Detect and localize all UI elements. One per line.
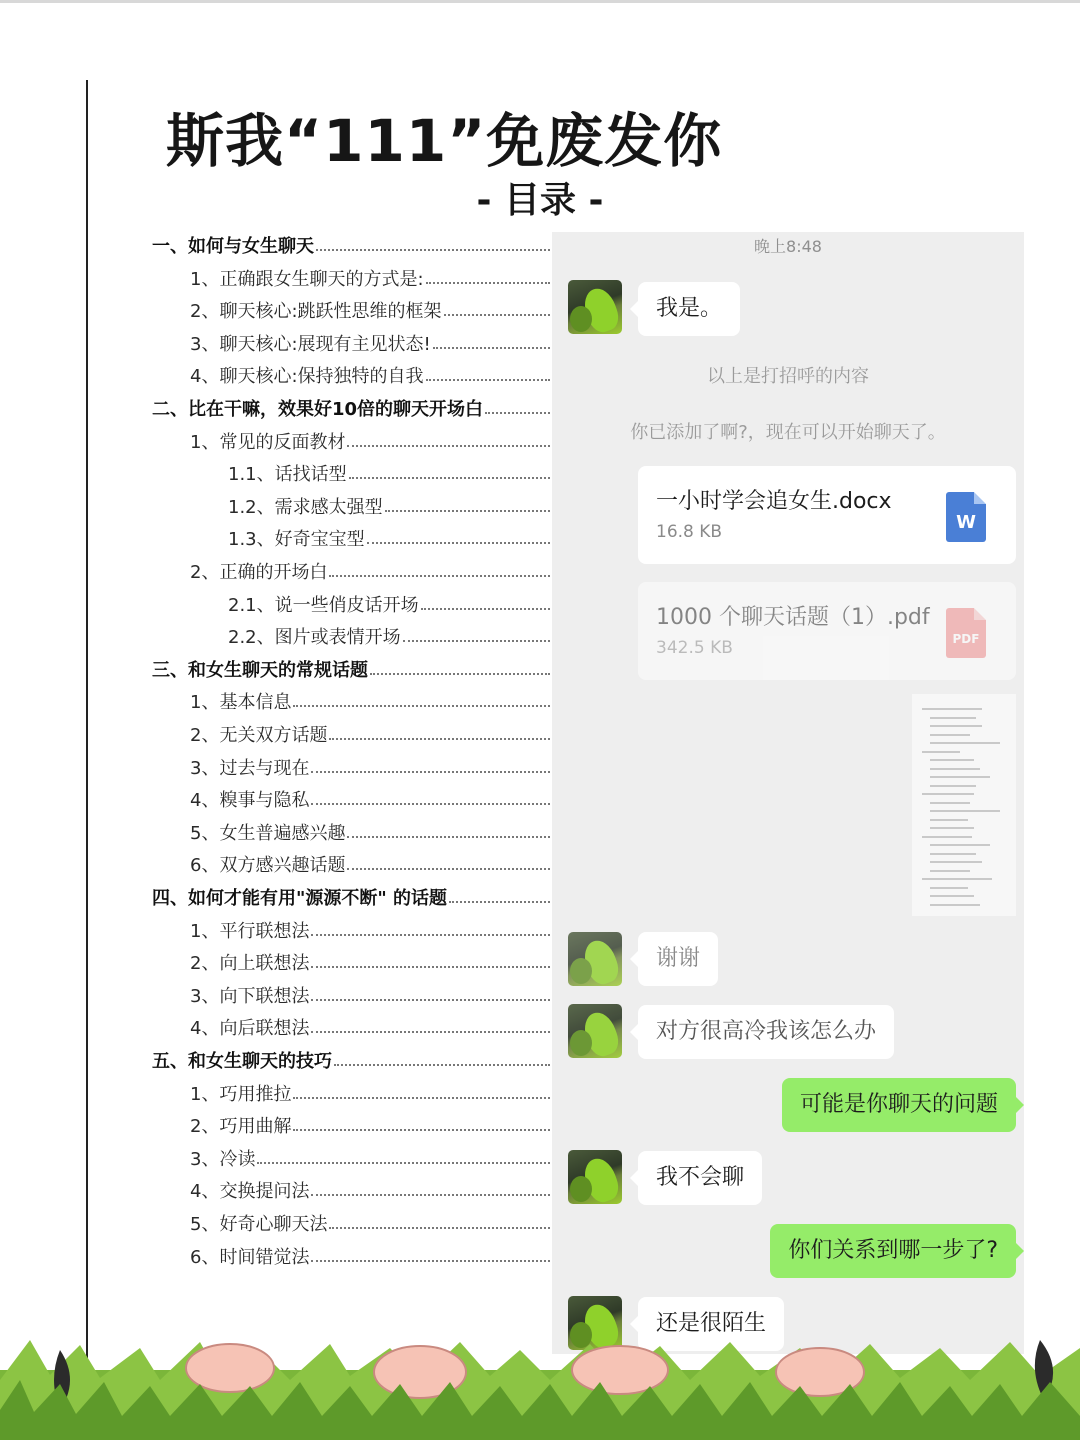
file-size: 342.5 KB [656, 638, 733, 658]
toc-entry-text: 1、常见的反面教材 [190, 431, 346, 453]
toc-entry [190, 1141, 550, 1171]
toc-entry [228, 521, 550, 551]
toc-entry [190, 782, 550, 812]
chat-timestamp: 晚上8:48 [754, 237, 822, 256]
toc-leader-dots [433, 347, 550, 349]
toc-entry-text: 五、和女生聊天的技巧 [152, 1051, 332, 1072]
preview-text-line [930, 802, 970, 804]
preview-text-line [922, 751, 960, 753]
toc-entry-text: 一、如何与女生聊天 [152, 236, 314, 257]
page-headline: 斯我“111”免废发你 [166, 107, 723, 175]
toc-entry [190, 815, 550, 845]
toc-entry [190, 913, 550, 943]
preview-text-line [922, 878, 992, 880]
toc-heading: - 目录 - [476, 180, 604, 221]
word-document-icon: W [946, 492, 986, 542]
toc-leader-dots [311, 771, 550, 773]
preview-text-line [922, 708, 982, 710]
outgoing-message[interactable]: 可能是你聊天的问题 [782, 1078, 1016, 1132]
toc-entry [190, 1076, 550, 1106]
toc-leader-dots [311, 934, 550, 936]
toc-leader-dots [347, 868, 550, 870]
toc-leader-dots [293, 1097, 550, 1099]
file-message-pdf[interactable] [638, 582, 1016, 680]
preview-text-line [930, 870, 970, 872]
toc-entry [190, 1010, 550, 1040]
toc-entry [190, 1239, 550, 1269]
preview-text-line [922, 793, 974, 795]
contact-avatar[interactable] [568, 1004, 622, 1058]
toc-entry-text: 2、无关双方话题 [190, 725, 328, 746]
pdf-document-icon: PDF [946, 608, 986, 658]
toc-entry-text: 1.3、好奇宝宝型 [228, 529, 365, 551]
toc-leader-dots [385, 510, 550, 512]
file-message-docx[interactable] [638, 466, 1016, 564]
preview-text-line [930, 853, 976, 855]
toc-entry-text: 1、平行联想法 [190, 920, 310, 942]
toc-entry-text: 1.1、话找话型 [228, 464, 347, 486]
preview-text-line [930, 734, 970, 736]
toc-leader-dots [311, 999, 550, 1001]
toc-entry-text: 三、和女生聊天的常规话题 [152, 659, 368, 681]
incoming-message[interactable]: 还是很陌生 [638, 1297, 784, 1351]
toc-entry-text: 四、如何才能有用"源源不断" 的话题 [152, 888, 448, 909]
toc-entry-text: 2.1、说一些俏皮话开场 [228, 594, 419, 616]
toc-leader-dots [347, 836, 550, 838]
toc-leader-dots [329, 738, 550, 740]
toc-section [152, 652, 550, 682]
preview-text-line [930, 827, 974, 829]
toc-entry [190, 326, 550, 356]
toc-leader-dots [367, 542, 550, 544]
preview-text-line [930, 819, 968, 821]
table-of-contents [0, 0, 560, 1300]
toc-entry-text: 4、向后联想法 [190, 1018, 310, 1040]
toc-leader-dots [334, 1064, 550, 1066]
toc-entry [228, 619, 550, 649]
toc-leader-dots [316, 249, 550, 251]
toc-leader-dots [347, 445, 550, 447]
preview-text-line [930, 742, 1000, 744]
toc-entry-text: 5、好奇心聊天法 [190, 1214, 328, 1235]
toc-leader-dots [444, 314, 550, 316]
toc-entry-text: 1、基本信息 [190, 692, 292, 714]
toc-leader-dots [485, 412, 550, 414]
toc-leader-dots [311, 803, 550, 805]
preview-text-line [930, 776, 990, 778]
file-name: 1000 个聊天话题（1）.pdf [656, 605, 930, 630]
toc-entry [190, 945, 550, 975]
toc-leader-dots [311, 1031, 550, 1033]
incoming-message[interactable]: 谢谢 [638, 932, 718, 986]
toc-entry [190, 1173, 550, 1203]
toc-entry [190, 293, 550, 323]
toc-entry [190, 978, 550, 1008]
toc-entry [190, 554, 550, 584]
outgoing-message[interactable]: 你们关系到哪一步了? [770, 1224, 1016, 1278]
toc-leader-dots [311, 1194, 550, 1196]
incoming-message[interactable]: 对方很高冷我该怎么办 [638, 1005, 894, 1059]
toc-entry-text: 2、巧用曲解 [190, 1116, 292, 1138]
toc-entry [228, 489, 550, 519]
contact-avatar[interactable] [568, 932, 622, 986]
file-size: 16.8 KB [656, 522, 723, 542]
toc-entry-text: 1、巧用推拉 [190, 1083, 292, 1105]
toc-entry-text: 2、向上联想法 [190, 953, 310, 975]
file-name: 一小时学会追女生.docx [656, 489, 892, 514]
incoming-message[interactable]: 我是。 [638, 282, 740, 336]
toc-leader-dots [329, 1227, 550, 1229]
preview-text-line [930, 785, 976, 787]
toc-section [152, 880, 550, 910]
toc-leader-dots [257, 1162, 550, 1164]
incoming-message[interactable]: 我不会聊 [638, 1151, 762, 1205]
toc-section [152, 391, 550, 421]
toc-section [152, 1043, 550, 1073]
preview-text-line [930, 725, 982, 727]
toc-leader-dots [426, 379, 550, 381]
toc-entry-text: 5、女生普遍感兴趣 [190, 822, 346, 844]
preview-text-line [930, 759, 974, 761]
toc-entry-text: 4、聊天核心:保持独特的自我 [190, 366, 424, 388]
toc-entry [190, 358, 550, 388]
document-preview-image[interactable] [912, 694, 1016, 916]
toc-entry [190, 1206, 550, 1236]
toc-leader-dots [329, 575, 550, 577]
preview-text-line [930, 768, 980, 770]
toc-entry-text: 4、糗事与隐私 [190, 790, 310, 812]
toc-entry-text: 2、聊天核心:跳跃性思维的框架 [190, 301, 442, 323]
toc-entry [190, 424, 550, 454]
toc-entry-text: 3、过去与现在 [190, 757, 310, 779]
system-message: 以上是打招呼的内容 [707, 366, 869, 387]
toc-entry [190, 684, 550, 714]
system-message: 你已添加了啊?，现在可以开始聊天了。 [630, 422, 946, 443]
preview-text-line [930, 717, 976, 719]
toc-leader-dots [293, 1129, 550, 1131]
contact-avatar[interactable] [568, 280, 622, 334]
toc-entry-text: 6、双方感兴趣话题 [190, 855, 346, 877]
toc-entry [190, 750, 550, 780]
toc-entry [228, 456, 550, 486]
toc-leader-dots [426, 282, 550, 284]
toc-entry [190, 1108, 550, 1138]
toc-entry-text: 1、正确跟女生聊天的方式是: [190, 268, 424, 290]
grass-decoration [0, 1340, 1080, 1440]
toc-entry [190, 847, 550, 877]
toc-leader-dots [293, 705, 550, 707]
toc-entry-text: 3、聊天核心:展现有主见状态! [190, 333, 431, 355]
toc-leader-dots [370, 673, 550, 675]
toc-leader-dots [311, 1260, 550, 1262]
toc-entry-text: 2、正确的开场白 [190, 562, 328, 583]
toc-entry-text: 3、向下联想法 [190, 985, 310, 1007]
toc-entry-text: 2.2、图片或表情开场 [228, 627, 401, 649]
preview-text-line [930, 904, 980, 906]
toc-section [152, 228, 550, 258]
toc-leader-dots [311, 966, 550, 968]
preview-text-line [930, 861, 982, 863]
preview-text-line [930, 844, 990, 846]
preview-text-line [930, 895, 974, 897]
preview-text-line [930, 810, 1000, 812]
toc-entry-text: 4、交换提问法 [190, 1181, 310, 1203]
toc-entry-text: 二、比在干嘛，效果好10倍的聊天开场白 [152, 399, 484, 420]
toc-leader-dots [449, 901, 550, 903]
preview-text-line [930, 887, 968, 889]
toc-entry-text: 6、时间错觉法 [190, 1246, 310, 1268]
toc-entry [228, 587, 550, 617]
toc-entry-text: 1.2、需求感太强型 [228, 496, 383, 518]
toc-entry [190, 261, 550, 291]
preview-text-line [922, 836, 972, 838]
toc-entry [190, 717, 550, 747]
toc-leader-dots [349, 477, 550, 479]
toc-entry-text: 3、冷读 [190, 1148, 256, 1170]
contact-avatar[interactable] [568, 1150, 622, 1204]
toc-leader-dots [421, 608, 550, 610]
toc-leader-dots [403, 640, 550, 642]
